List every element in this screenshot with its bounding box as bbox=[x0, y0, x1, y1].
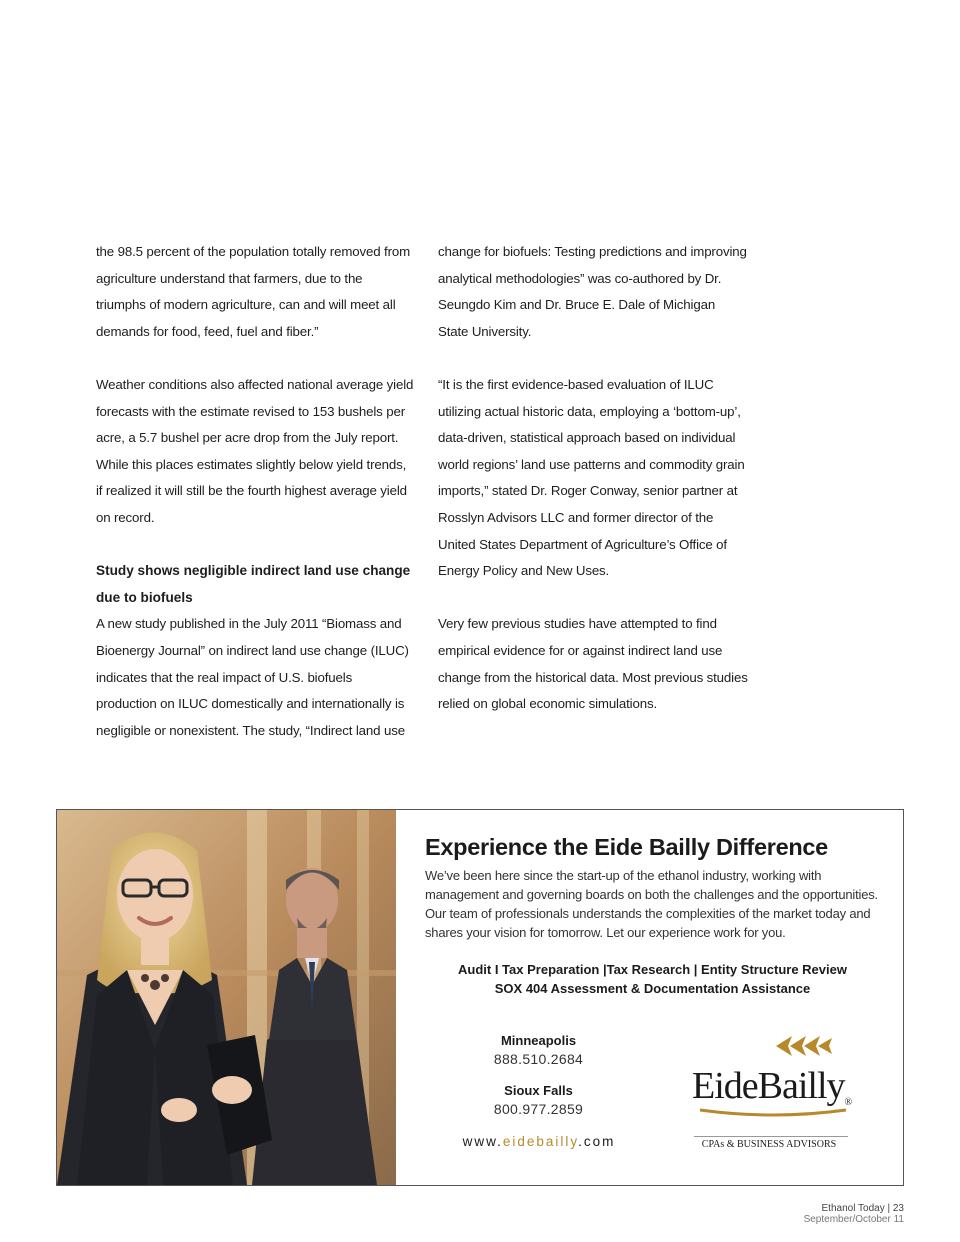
website-prefix: www. bbox=[462, 1134, 503, 1149]
page-number: 23 bbox=[892, 1203, 904, 1214]
office-contact bbox=[456, 1082, 621, 1118]
logo-divider bbox=[694, 1136, 848, 1137]
registered-mark: ® bbox=[844, 1097, 852, 1108]
two-professionals-photo bbox=[57, 810, 396, 1185]
issue-date: September/October 11 bbox=[803, 1214, 904, 1225]
office-phone[interactable]: 800.977.2859 bbox=[493, 1101, 584, 1117]
publication-name: Ethanol Today bbox=[821, 1203, 885, 1214]
eide-bailly-logo bbox=[686, 1032, 856, 1152]
office-city: Sioux Falls bbox=[504, 1083, 573, 1098]
article-column-right bbox=[438, 239, 748, 718]
ad-headline: Experience the Eide Bailly Difference bbox=[425, 834, 828, 860]
article-paragraph: change for biofuels: Testing predictions and improving analytical methodologies” was co-authored by Dr. Seungdo Kim and Dr. Bruce E. Dale of Michigan State University. bbox=[438, 244, 747, 339]
article-paragraph: Weather conditions also affected national average yield forecasts with the estimate revised to 153 bushels per acre, a 5.7 bushel per acre drop from the July report. While this places estimates slightly below yield trends, if realized it will still be the fourth highest average yield on record. bbox=[96, 376, 414, 525]
website-suffix: .com bbox=[578, 1134, 616, 1149]
logo-wordmark bbox=[692, 1064, 851, 1108]
office-city: Minneapolis bbox=[500, 1033, 577, 1048]
ad-copy-panel bbox=[396, 810, 903, 1185]
article-subheading: Study shows negligible indirect land use change due to biofuels bbox=[96, 563, 411, 605]
logo-tagline: CPAs & BUSINESS ADVISORS bbox=[701, 1139, 837, 1150]
services-line: Audit I Tax Preparation |Tax Research | Entity Structure Review bbox=[458, 962, 847, 977]
logo-arrows-icon bbox=[774, 1032, 834, 1060]
logo-text: EideBailly bbox=[692, 1065, 845, 1107]
article-paragraph: the 98.5 percent of the population totally removed from agriculture understand that farmers, due to the triumphs of modern agriculture, can and will meet all demands for food, feed, fuel and fiber.” bbox=[96, 244, 411, 339]
article-paragraph: A new study published in the July 2011 “Biomass and Bioenergy Journal” on indirect land use change (ILUC) indicates that the real impact of U.S. biofuels production on ILUC domestically and internationally is negligible or nonexistent. The study, “Indirect land use bbox=[96, 616, 409, 738]
ad-services-list bbox=[396, 960, 904, 998]
page-footer: Ethanol Today | 23 September/October 11 bbox=[803, 1203, 904, 1225]
article-column-left bbox=[96, 239, 414, 744]
ad-body-text: We’ve been here since the start-up of the ethanol industry, working with management and governing boards on both the challenges and the opportunities. Our team of professionals understands the complexities of the market today and shares your vision for tomorrow. Let our experience work for you. bbox=[425, 868, 878, 940]
article-paragraph: Very few previous studies have attempted to find empirical evidence for or against indirect land use change from the historical data. Most previous studies relied on global economic simulations. bbox=[438, 616, 748, 712]
article-paragraph: “It is the first evidence-based evaluation of ILUC utilizing actual historic data, employing a ‘bottom-up’, data-driven, statistical approach based on individual world regions’ land use patterns and commodity grain imports,” stated Dr. Roger Conway, senior partner at Rosslyn Advisors LLC and former director of the United States Department of Agriculture’s Office of Energy Policy and New Uses. bbox=[438, 376, 745, 579]
logo-swoosh-icon bbox=[698, 1108, 848, 1118]
eide-bailly-advertisement bbox=[56, 809, 904, 1186]
office-contact bbox=[456, 1032, 621, 1068]
office-phone[interactable]: 888.510.2684 bbox=[493, 1051, 584, 1067]
website-link[interactable] bbox=[444, 1134, 634, 1149]
services-line: SOX 404 Assessment & Documentation Assistance bbox=[494, 981, 811, 996]
website-domain: eidebailly bbox=[502, 1134, 579, 1149]
